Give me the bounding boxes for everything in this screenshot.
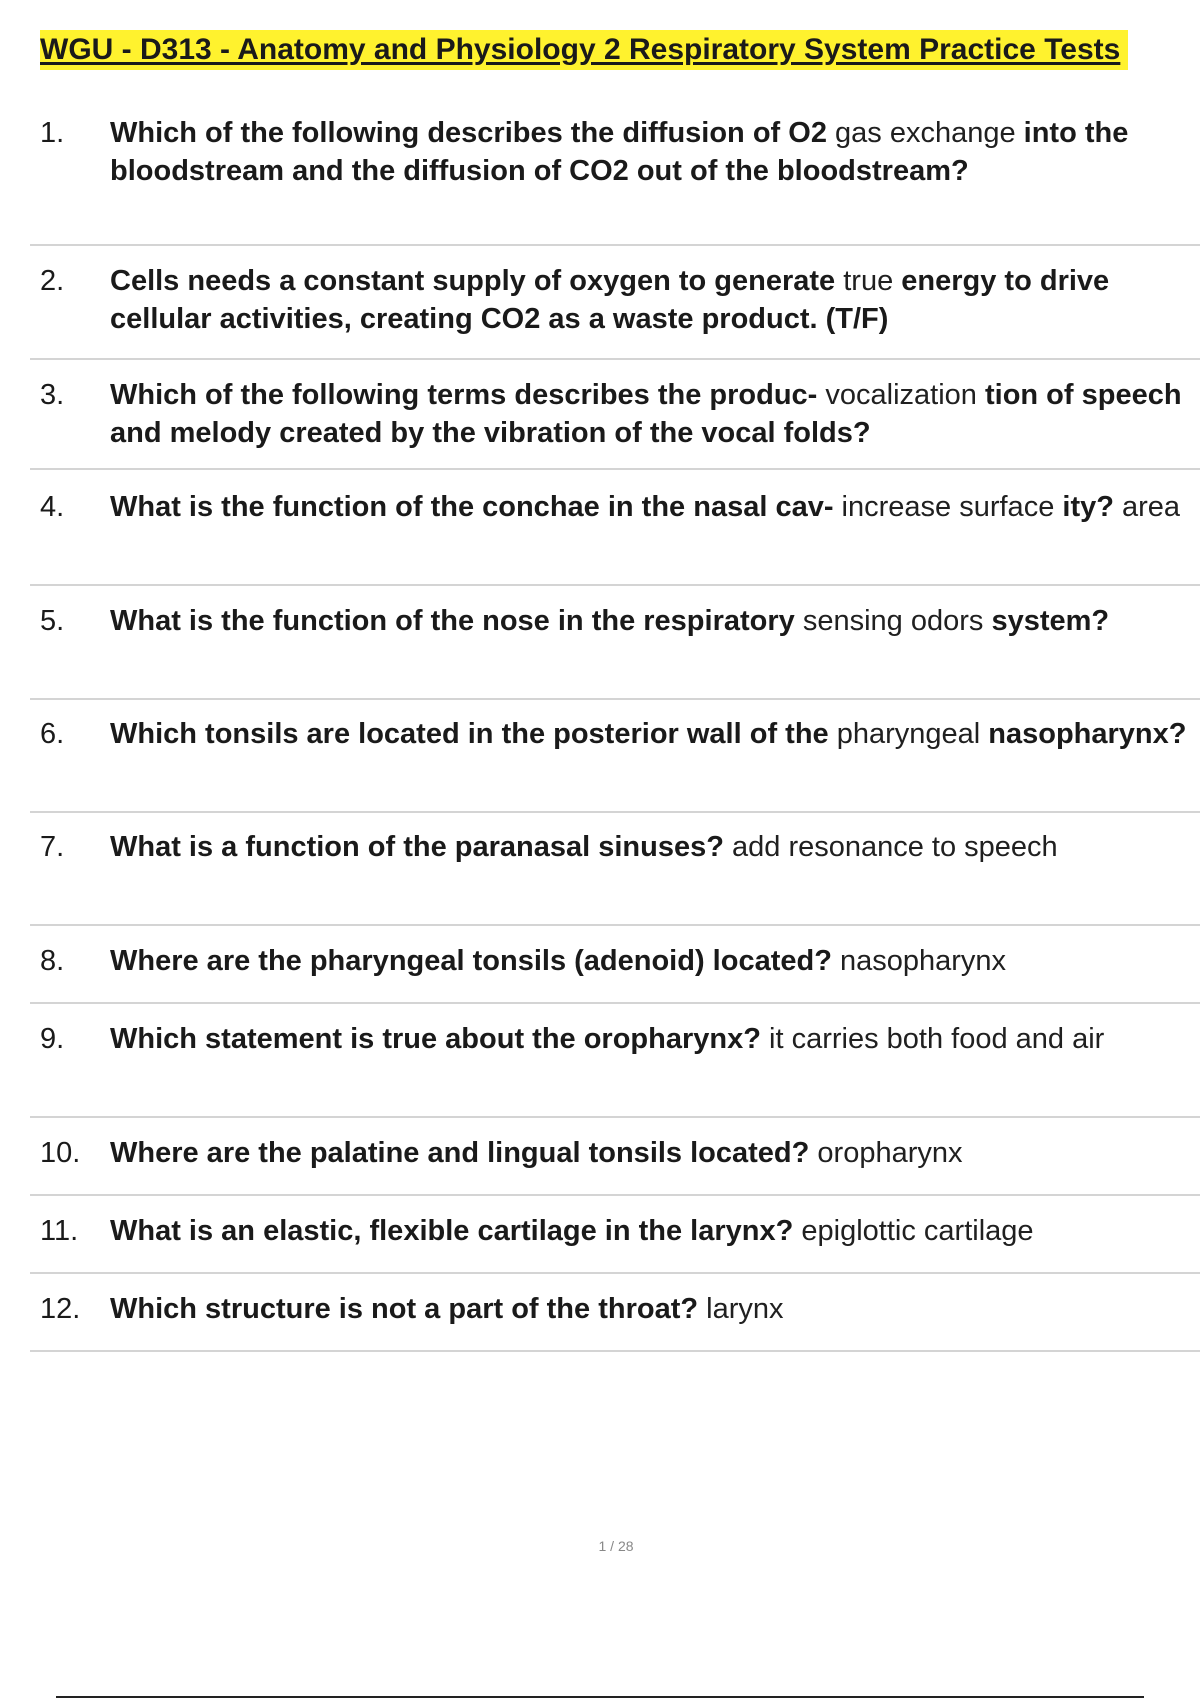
answer-text: area (1122, 491, 1181, 523)
question-text (110, 602, 1195, 640)
question-text (110, 715, 1195, 753)
answer-text: increase surface (841, 491, 1055, 523)
question-number: 1. (40, 117, 65, 149)
question-number: 8. (40, 945, 65, 977)
answer-text: vocalization (825, 379, 977, 411)
answer-text: oropharynx (817, 1137, 963, 1169)
question-text (110, 488, 1195, 526)
question-fragment: What is the function of the nose in the respiratory (110, 605, 803, 637)
question-text (110, 942, 1195, 980)
question-fragment: tion of speech and melody created by the vibration of the vocal folds? (110, 379, 1182, 449)
question-number: 3. (40, 379, 65, 411)
question-item (30, 942, 1200, 1004)
question-item (30, 1020, 1200, 1118)
answer-text: sensing odors (802, 605, 984, 637)
question-number: 2. (40, 265, 65, 297)
question-fragment: into the bloodstream and the diffusion of CO2 out of the bloodstream? (110, 117, 1129, 187)
question-number: 12. (40, 1293, 81, 1325)
question-text (110, 114, 1195, 190)
question-text (110, 1212, 1195, 1250)
question-item (30, 828, 1200, 926)
question-item (30, 1290, 1200, 1352)
document-title (40, 30, 1200, 70)
answer-text: epiglottic cartilage (801, 1215, 1034, 1247)
answer-text: nasopharynx (839, 945, 1007, 977)
question-item (30, 602, 1200, 700)
question-fragment: What is a function of the paranasal sinuses? (110, 831, 732, 863)
question-fragment: Which statement is true about the oropharynx? (110, 1023, 770, 1055)
answer-text: true (843, 265, 894, 297)
question-fragment: ity? (1054, 491, 1122, 523)
question-text (110, 828, 1195, 866)
answer-text: pharyngeal (836, 718, 981, 750)
page-indicator: 1 / 28 (598, 1538, 634, 1554)
answer-text: larynx (706, 1293, 784, 1325)
answer-text: gas exchange (835, 117, 1016, 149)
question-item (30, 114, 1200, 246)
question-item (30, 1134, 1200, 1196)
question-number: 10. (40, 1137, 81, 1169)
question-text (110, 262, 1195, 338)
bottom-divider (56, 1696, 1144, 1698)
question-fragment: What is the function of the conchae in the nasal cav- (110, 491, 842, 523)
question-fragment: Which of the following terms describes the produc- (110, 379, 826, 411)
question-text (110, 376, 1195, 452)
question-fragment: Which structure is not a part of the throat? (110, 1293, 707, 1325)
question-text (110, 1290, 1195, 1328)
question-number: 5. (40, 605, 65, 637)
question-number: 4. (40, 491, 65, 523)
question-fragment: What is an elastic, flexible cartilage in the larynx? (110, 1215, 802, 1247)
question-number: 6. (40, 718, 65, 750)
question-item (30, 715, 1200, 813)
question-fragment: system? (983, 605, 1110, 637)
question-number: 7. (40, 831, 65, 863)
question-fragment: Cells needs a constant supply of oxygen to generate (110, 265, 844, 297)
question-item (30, 1212, 1200, 1274)
question-number: 11. (40, 1215, 79, 1247)
question-fragment: Which tonsils are located in the posterior wall of the (110, 718, 837, 750)
document-title-text: WGU - D313 - Anatomy and Physiology 2 Respiratory System Practice Tests (40, 30, 1128, 70)
question-item (30, 376, 1200, 470)
question-number: 9. (40, 1023, 65, 1055)
question-item (30, 262, 1200, 360)
answer-text: it carries both food and air (769, 1023, 1105, 1055)
question-text (110, 1020, 1195, 1058)
question-item (30, 488, 1200, 586)
question-text (110, 1134, 1195, 1172)
question-fragment: Where are the pharyngeal tonsils (adenoid) located? (110, 945, 840, 977)
question-fragment: nasopharynx? (980, 718, 1187, 750)
question-fragment: energy to drive cellular activities, creating CO2 as a waste product. (T/F) (110, 265, 1110, 335)
question-fragment: Which of the following describes the diffusion of O2 (110, 117, 835, 149)
answer-text: add resonance to speech (732, 831, 1058, 863)
question-fragment: Where are the palatine and lingual tonsils located? (110, 1137, 818, 1169)
